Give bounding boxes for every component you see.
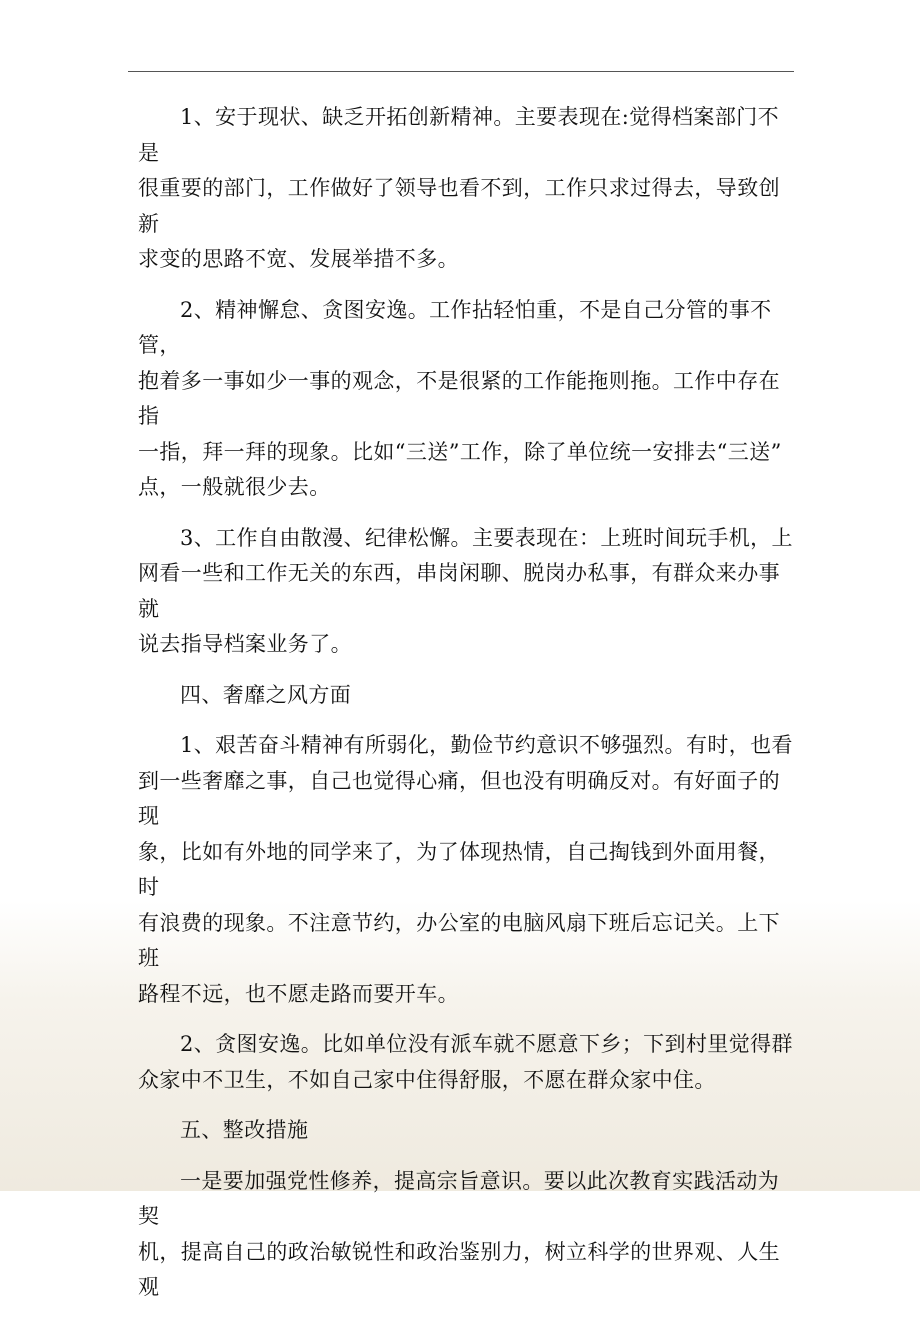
paragraph-line: 有浪费的现象。不注意节约，办公室的电脑风扇下班后忘记关。上下班 <box>138 910 780 970</box>
paragraph-line: 众家中不卫生，不如自己家中住得舒服，不愿在群众家中住。 <box>138 1067 716 1092</box>
paragraph-line: 1、安于现状、缺乏开拓创新精神。主要表现在:觉得档案部门不是 <box>138 105 780 165</box>
document-body <box>138 100 798 1321</box>
section-heading-5 <box>138 1113 798 1149</box>
paragraph-line: 一指，拜一拜的现象。比如“三送”工作，除了单位统一安排去“三送” <box>138 439 782 464</box>
paragraph-line: 抱着多一事如少一事的观念，不是很紧的工作能拖则拖。工作中存在指 <box>138 368 780 428</box>
paragraph-line: 路程不远，也不愿走路而要开车。 <box>138 981 459 1006</box>
paragraph-line: 2、精神懈怠、贪图安逸。工作拈轻怕重，不是自己分管的事不管， <box>138 297 772 357</box>
paragraph-line: 2、贪图安逸。比如单位没有派车就不愿意下乡；下到村里觉得群 <box>180 1032 793 1056</box>
paragraph-line: 说去指导档案业务了。 <box>138 632 352 656</box>
section-heading-4 <box>138 678 798 714</box>
paragraph-3 <box>138 521 798 663</box>
paragraph-5 <box>138 728 798 1012</box>
paragraph-line: 点，一般就很少去。 <box>138 475 331 499</box>
paragraph-line: 1、艰苦奋斗精神有所弱化，勤俭节约意识不够强烈。有时，也看 <box>180 733 793 757</box>
heading-text: 五、整改措施 <box>180 1118 309 1142</box>
paragraph-1 <box>138 100 798 278</box>
paragraph-6 <box>138 1027 798 1098</box>
heading-text: 四、奢靡之风方面 <box>180 682 352 707</box>
paragraph-line: 3、工作自由散漫、纪律松懈。主要表现在：上班时间玩手机，上 <box>180 525 793 550</box>
paragraph-line: 象，比如有外地的同学来了，为了体现热情，自己掏钱到外面用餐，时 <box>138 839 780 899</box>
paragraph-line: 一是要加强党性修养，提高宗旨意识。要以此次教育实践活动为契 <box>138 1168 780 1228</box>
paragraph-2 <box>138 293 798 506</box>
header-rule <box>128 71 794 72</box>
paragraph-line: 机，提高自己的政治敏锐性和政治鉴别力，树立科学的世界观、人生观 <box>138 1239 780 1299</box>
paragraph-line: 网看一些和工作无关的东西，串岗闲聊、脱岗办私事，有群众来办事就 <box>138 561 780 621</box>
paragraph-line: 很重要的部门，工作做好了领导也看不到，工作只求过得去，导致创新 <box>138 176 780 236</box>
paragraph-8 <box>138 1164 798 1306</box>
paragraph-line: 求变的思路不宽、发展举措不多。 <box>138 247 459 271</box>
paragraph-line: 到一些奢靡之事，自己也觉得心痛，但也没有明确反对。有好面子的现 <box>138 768 780 828</box>
